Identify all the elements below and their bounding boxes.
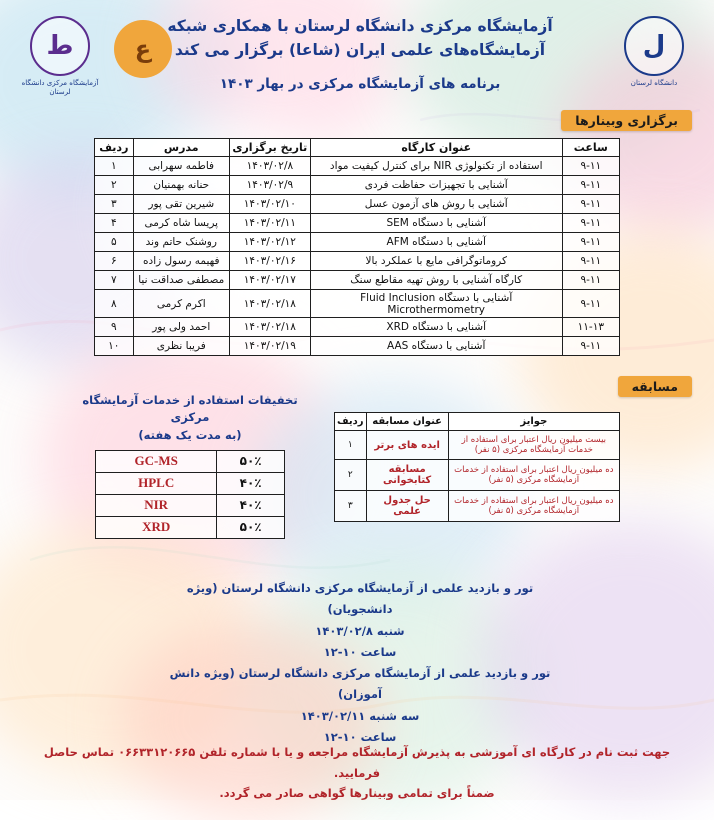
cell-date: ۱۴۰۳/۰۲/۱۱ bbox=[229, 214, 310, 233]
contest-table bbox=[334, 412, 620, 522]
cell-date: ۱۴۰۳/۰۲/۱۰ bbox=[229, 195, 310, 214]
col-prize: جوایز bbox=[448, 413, 619, 431]
table-row bbox=[335, 431, 620, 460]
cell-hour: ۹-۱۱ bbox=[562, 176, 619, 195]
table-row bbox=[96, 472, 285, 494]
cell-title: کروماتوگرافی مایع با عملکرد بالا bbox=[310, 252, 562, 271]
col-hour: ساعت bbox=[562, 139, 619, 157]
cell-teacher: مصطفی صداقت نیا bbox=[133, 271, 229, 290]
poster-header bbox=[0, 6, 714, 110]
cell-contest-name: حل جدول علمی bbox=[366, 491, 448, 522]
discounts-table bbox=[95, 450, 285, 539]
cell-hour: ۱۱-۱۳ bbox=[562, 318, 619, 337]
cell-prize: ده میلیون ریال اعتبار برای استفاده از خدمات آزمایشگاه مرکزی (۵ نفر) bbox=[448, 491, 619, 522]
cell-hour: ۹-۱۱ bbox=[562, 195, 619, 214]
cell-row: ۸ bbox=[95, 290, 134, 318]
cell-date: ۱۴۰۳/۰۲/۱۶ bbox=[229, 252, 310, 271]
col-contest-name: عنوان مسابقه bbox=[366, 413, 448, 431]
cell-contest-name: ایده های برتر bbox=[366, 431, 448, 460]
university-logo bbox=[608, 16, 700, 102]
cell-hour: ۹-۱۱ bbox=[562, 271, 619, 290]
table-row bbox=[95, 195, 620, 214]
table-row bbox=[335, 491, 620, 522]
cell-title: آشنایی با تجهیزات حفاظت فردی bbox=[310, 176, 562, 195]
cell-prize: بیست میلیون ریال اعتبار برای استفاده از خدمات آزمایشگاه مرکزی (۵ نفر) bbox=[448, 431, 619, 460]
cell-row: ۷ bbox=[95, 271, 134, 290]
central-lab-seal-icon: ط bbox=[30, 16, 90, 76]
footer-line-1: جهت ثبت نام در کارگاه ای آموزشی به پذیرش آزمایشگاه مراجعه و یا با شماره تلفن ۰۶۶۳۳۱۲۰۶۶۵ تماس حاصل فرمایید. bbox=[43, 745, 671, 780]
cell-date: ۱۴۰۳/۰۲/۱۸ bbox=[229, 290, 310, 318]
page-subtitle: برنامه های آزمایشگاه مرکزی در بهار ۱۴۰۳ bbox=[219, 76, 501, 92]
page-title-line-1: آزمایشگاه مرکزی دانشگاه لرستان با همکاری شبکه bbox=[167, 17, 553, 35]
cell-teacher: پریسا شاه کرمی bbox=[133, 214, 229, 233]
cell-date: ۱۴۰۳/۰۲/۹ bbox=[229, 176, 310, 195]
cell-hour: ۹-۱۱ bbox=[562, 233, 619, 252]
cell-title: آشنایی با دستگاه SEM bbox=[310, 214, 562, 233]
cell-title: آشنایی با روش های آزمون عسل bbox=[310, 195, 562, 214]
cell-date: ۱۴۰۳/۰۲/۱۹ bbox=[229, 337, 310, 356]
discounts-heading-line-1: تخفیفات استفاده از خدمات آزمایشگاه مرکزی bbox=[82, 393, 298, 425]
tour-line-5: سه شنبه ۱۴۰۳/۰۲/۱۱ bbox=[300, 708, 420, 723]
table-row bbox=[335, 460, 620, 491]
cell-row: ۱۰ bbox=[95, 337, 134, 356]
table-row bbox=[95, 290, 620, 318]
col-title: عنوان کارگاه bbox=[310, 139, 562, 157]
cell-title: آشنایی با دستگاه AAS bbox=[310, 337, 562, 356]
cell-contest-row: ۳ bbox=[335, 491, 367, 522]
cell-row: ۹ bbox=[95, 318, 134, 337]
cell-date: ۱۴۰۳/۰۲/۱۸ bbox=[229, 318, 310, 337]
central-lab-logo bbox=[14, 16, 106, 98]
cell-row: ۵ bbox=[95, 233, 134, 252]
col-teacher: مدرس bbox=[133, 139, 229, 157]
table-row bbox=[95, 157, 620, 176]
tour-line-6: ساعت ۱۰-۱۲ bbox=[323, 729, 397, 744]
cell-prize: ده میلیون ریال اعتبار برای استفاده از خدمات آزمایشگاه مرکزی (۵ نفر) bbox=[448, 460, 619, 491]
cell-row: ۴ bbox=[95, 214, 134, 233]
cell-contest-row: ۲ bbox=[335, 460, 367, 491]
cell-title: آشنایی با دستگاه AFM bbox=[310, 233, 562, 252]
cell-row: ۱ bbox=[95, 157, 134, 176]
cell-teacher: حنانه بهمنیان bbox=[133, 176, 229, 195]
tour-line-4: تور و بازدید علمی از آزمایشگاه مرکزی دانشگاه لرستان (ویژه دانش آموزان) bbox=[169, 666, 551, 702]
section-tag-contest: مسابقه bbox=[618, 376, 692, 397]
col-contest-row: ردیف bbox=[335, 413, 367, 431]
cell-discount-name: GC-MS bbox=[96, 450, 217, 472]
tour-line-2: شنبه ۱۴۰۳/۰۲/۸ bbox=[315, 623, 405, 638]
cell-date: ۱۴۰۳/۰۲/۱۷ bbox=[229, 271, 310, 290]
cell-teacher: احمد ولی پور bbox=[133, 318, 229, 337]
discounts-block bbox=[72, 392, 308, 539]
discounts-heading bbox=[72, 392, 308, 444]
cell-title: استفاده از تکنولوژی NIR برای کنترل کیفیت مواد bbox=[310, 157, 562, 176]
cell-hour: ۹-۱۱ bbox=[562, 337, 619, 356]
cell-teacher: شیرین تقی پور bbox=[133, 195, 229, 214]
table-row bbox=[96, 516, 285, 538]
table-row bbox=[95, 271, 620, 290]
cell-date: ۱۴۰۳/۰۲/۸ bbox=[229, 157, 310, 176]
tour-line-1: تور و بازدید علمی از آزمایشگاه مرکزی دانشگاه لرستان (ویژه دانشجویان) bbox=[186, 581, 534, 617]
cell-teacher: فهیمه رسول زاده bbox=[133, 252, 229, 271]
table-row bbox=[96, 494, 285, 516]
cell-contest-name: مسابقه کتابخوانی bbox=[366, 460, 448, 491]
cell-title: کارگاه آشنایی با روش تهیه مقاطع سنگ bbox=[310, 271, 562, 290]
webinars-table bbox=[94, 138, 620, 356]
cell-teacher: فاطمه سهرابی bbox=[133, 157, 229, 176]
table-row bbox=[95, 176, 620, 195]
discounts-heading-line-2: (به مدت یک هفته) bbox=[138, 427, 242, 442]
page-title-line-2: آزمایشگاه‌های علمی ایران (شاعا) برگزار می کند bbox=[174, 41, 546, 60]
table-row bbox=[95, 337, 620, 356]
university-seal-icon: ل bbox=[624, 16, 684, 76]
cell-hour: ۹-۱۱ bbox=[562, 252, 619, 271]
cell-contest-row: ۱ bbox=[335, 431, 367, 460]
cell-hour: ۹-۱۱ bbox=[562, 290, 619, 318]
footer-line-2: ضمناً برای تمامی وبینارها گواهی صادر می گردد. bbox=[219, 786, 495, 801]
cell-hour: ۹-۱۱ bbox=[562, 214, 619, 233]
shaa-seal-icon: ع bbox=[114, 20, 172, 78]
cell-discount-value: ۴۰٪ bbox=[217, 472, 285, 494]
cell-teacher: اکرم کرمی bbox=[133, 290, 229, 318]
table-row bbox=[95, 233, 620, 252]
university-logo-caption: دانشگاه لرستان bbox=[630, 79, 678, 87]
central-lab-logo-caption: آزمایشگاه مرکزی دانشگاه لرستان bbox=[21, 79, 99, 97]
cell-discount-value: ۵۰٪ bbox=[217, 516, 285, 538]
col-row: ردیف bbox=[95, 139, 134, 157]
cell-title: آشنایی با دستگاه XRD bbox=[310, 318, 562, 337]
cell-row: ۶ bbox=[95, 252, 134, 271]
cell-date: ۱۴۰۳/۰۲/۱۲ bbox=[229, 233, 310, 252]
cell-row: ۲ bbox=[95, 176, 134, 195]
table-row bbox=[95, 252, 620, 271]
tour-line-3: ساعت ۱۰-۱۲ bbox=[323, 644, 397, 659]
cell-discount-name: HPLC bbox=[96, 472, 217, 494]
page-title bbox=[110, 14, 610, 62]
col-date: تاریخ برگزاری bbox=[229, 139, 310, 157]
cell-teacher: فریبا نظری bbox=[133, 337, 229, 356]
cell-discount-name: XRD bbox=[96, 516, 217, 538]
cell-discount-value: ۵۰٪ bbox=[217, 450, 285, 472]
webinars-table-header-row bbox=[95, 139, 620, 157]
contest-table-header-row bbox=[335, 413, 620, 431]
cell-discount-value: ۴۰٪ bbox=[217, 494, 285, 516]
tour-block bbox=[154, 578, 566, 748]
section-tag-webinars: برگزاری وبینارها bbox=[561, 110, 692, 131]
cell-discount-name: NIR bbox=[96, 494, 217, 516]
cell-teacher: روشنک حاتم وند bbox=[133, 233, 229, 252]
table-row bbox=[95, 318, 620, 337]
table-row bbox=[95, 214, 620, 233]
cell-hour: ۹-۱۱ bbox=[562, 157, 619, 176]
cell-title: آشنایی با دستگاه Fluid Inclusion Microthermometry bbox=[310, 290, 562, 318]
table-row bbox=[96, 450, 285, 472]
cell-row: ۳ bbox=[95, 195, 134, 214]
footer-note bbox=[24, 742, 690, 804]
